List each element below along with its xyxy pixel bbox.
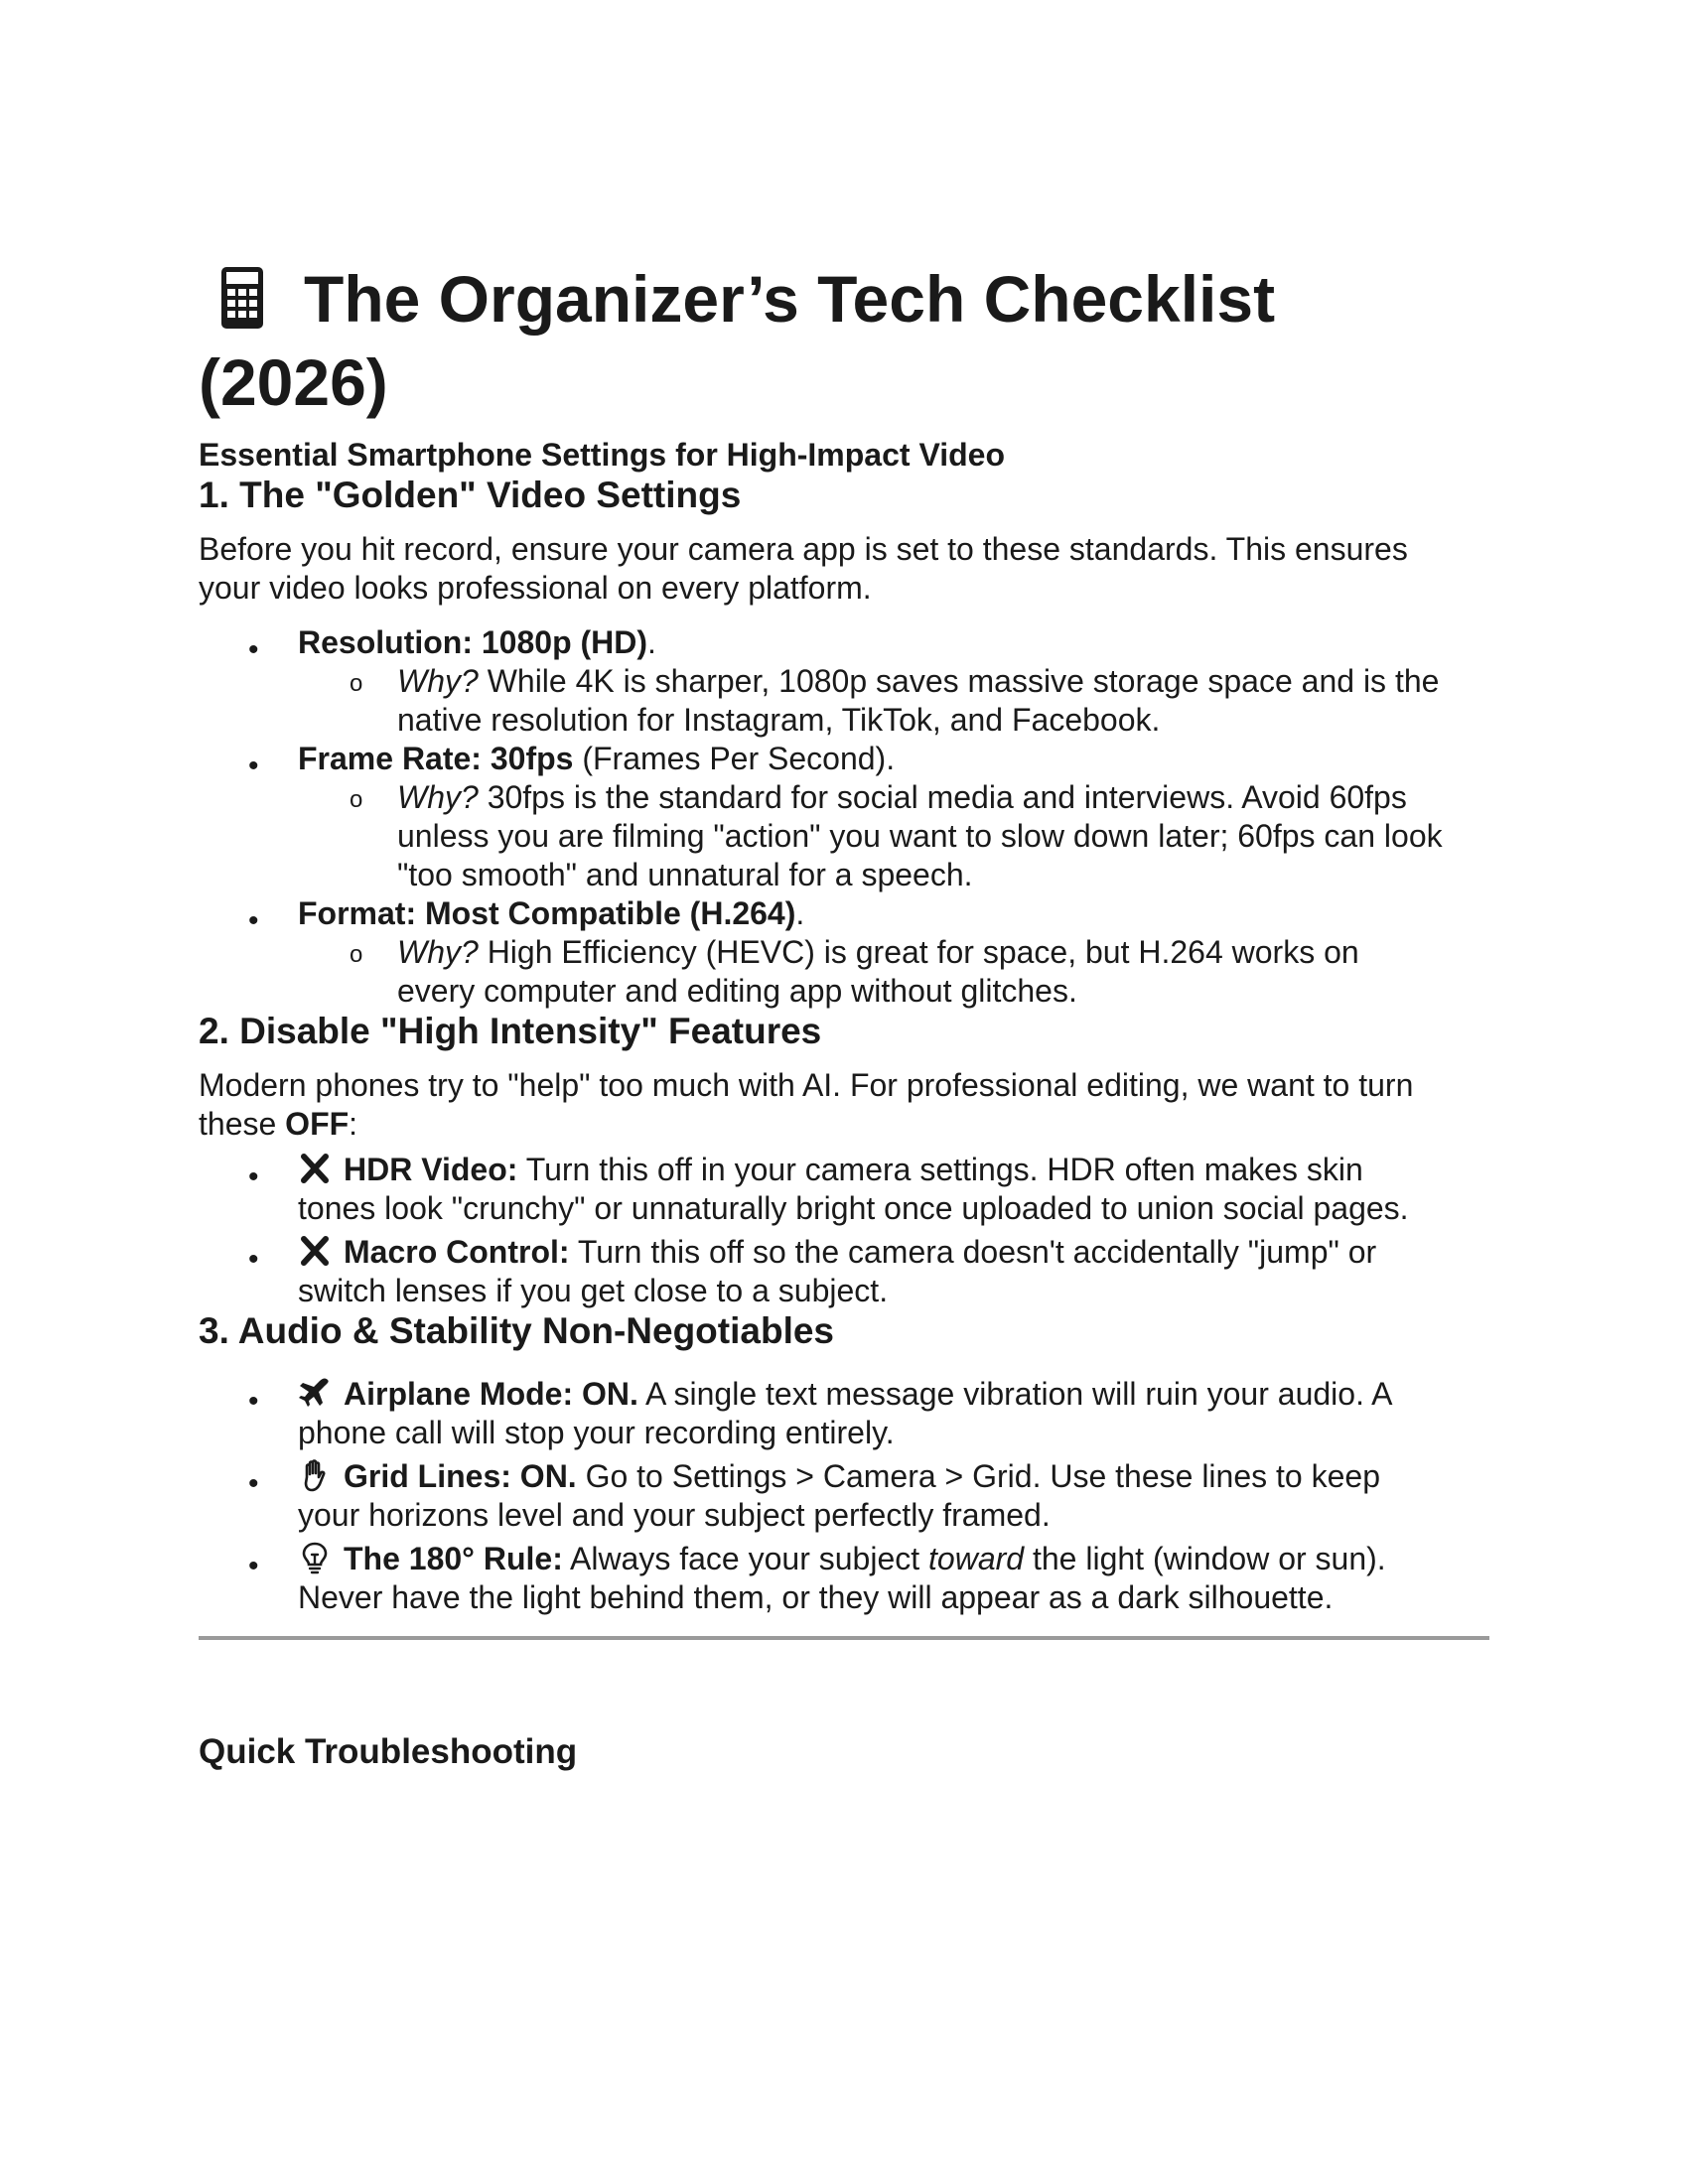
list-item-macro-control xyxy=(298,1233,1376,1272)
list-item-grid-lines xyxy=(298,1457,1380,1496)
list-item-180-rule xyxy=(298,1540,1386,1578)
bullet: • xyxy=(248,1467,259,1500)
page-title xyxy=(199,262,1276,336)
troubleshooting-heading: Quick Troubleshooting xyxy=(199,1732,578,1771)
section-2-intro xyxy=(199,1066,1509,1144)
lightbulb-icon xyxy=(298,1541,332,1574)
sub-item-frame-rate-why xyxy=(397,778,1407,817)
item-label: Resolution: 1080p (HD) xyxy=(298,624,648,660)
item-tail: (Frames Per Second). xyxy=(573,741,896,776)
list-item-frame-rate xyxy=(298,740,895,778)
cross-mark-icon xyxy=(298,1152,332,1185)
item-text: switch lenses if you get close to a subject. xyxy=(298,1273,889,1308)
item-text: tones look "crunchy" or unnaturally bright once uploaded to union social pages. xyxy=(298,1190,1409,1226)
intro-text: : xyxy=(349,1106,358,1142)
airplane-icon xyxy=(298,1376,332,1410)
item-label: Macro Control: xyxy=(344,1234,570,1270)
bullet: • xyxy=(248,1160,259,1193)
item-label: Format: Most Compatible (H.264) xyxy=(298,895,796,931)
sub-text: While 4K is sharper, 1080p saves massive storage space and is the xyxy=(478,663,1440,699)
why-label: Why? xyxy=(397,779,479,815)
page-subtitle: Essential Smartphone Settings for High-Impact Video xyxy=(199,437,1005,473)
section-1-heading: 1. The "Golden" Video Settings xyxy=(199,475,742,515)
bullet: • xyxy=(248,1385,259,1418)
bullet: • xyxy=(248,750,259,782)
intro-emphasis: OFF xyxy=(285,1106,350,1142)
item-label: Airplane Mode: ON. xyxy=(344,1376,638,1412)
horizontal-divider xyxy=(199,1636,1489,1640)
item-label: The 180° Rule: xyxy=(344,1541,563,1576)
title-line-2: (2026) xyxy=(199,345,388,419)
why-label: Why? xyxy=(397,663,479,699)
item-text: the light (window or sun). xyxy=(1024,1541,1386,1576)
bullet: • xyxy=(248,1243,259,1276)
calculator-icon xyxy=(220,266,264,330)
intro-text: these xyxy=(199,1106,286,1142)
item-label: HDR Video: xyxy=(344,1152,518,1187)
sub-text: High Efficiency (HEVC) is great for space, but H.264 works on xyxy=(478,934,1359,970)
sub-item-text: unless you are filming "action" you want to slow down later; 60fps can look xyxy=(397,818,1443,854)
bullet: • xyxy=(248,1550,259,1582)
item-tail: . xyxy=(795,895,805,931)
sub-text: 30fps is the standard for social media and interviews. Avoid 60fps xyxy=(478,779,1407,815)
title-line-1: The Organizer’s Tech Checklist xyxy=(304,262,1276,336)
item-text: Always face your subject xyxy=(562,1541,929,1576)
item-text: Go to Settings > Camera > Grid. Use these lines to keep xyxy=(576,1458,1380,1494)
bullet: • xyxy=(248,904,259,937)
sub-item-text: every computer and editing app without glitches. xyxy=(397,973,1077,1009)
list-item-hdr-video xyxy=(298,1151,1363,1189)
item-label: Grid Lines: ON. xyxy=(344,1458,577,1494)
section-2-heading: 2. Disable "High Intensity" Features xyxy=(199,1011,822,1051)
sub-bullet: o xyxy=(350,670,363,697)
sub-bullet: o xyxy=(350,786,363,813)
cross-mark-icon xyxy=(298,1234,332,1268)
list-item-format xyxy=(298,894,804,933)
item-text: Turn this off so the camera doesn't accidentally "jump" or xyxy=(569,1234,1377,1270)
sub-item-format-why xyxy=(397,933,1359,972)
item-text: Turn this off in your camera settings. HDR often makes skin xyxy=(517,1152,1363,1187)
hand-icon xyxy=(298,1458,332,1492)
sub-item-resolution-why xyxy=(397,662,1439,701)
bullet: • xyxy=(248,633,259,666)
section-3-heading: 3. Audio & Stability Non-Negotiables xyxy=(199,1310,835,1351)
item-text: your horizons level and your subject perfectly framed. xyxy=(298,1497,1051,1533)
intro-line: your video looks professional on every platform. xyxy=(199,570,872,606)
intro-line: Modern phones try to "help" too much with AI. For professional editing, we want to turn xyxy=(199,1067,1414,1103)
item-emphasis: toward xyxy=(928,1541,1025,1576)
list-item-resolution xyxy=(298,623,656,662)
item-text: Never have the light behind them, or they will appear as a dark silhouette. xyxy=(298,1579,1334,1615)
item-label: Frame Rate: 30fps xyxy=(298,741,574,776)
why-label: Why? xyxy=(397,934,479,970)
item-text: phone call will stop your recording entirely. xyxy=(298,1415,895,1450)
sub-bullet: o xyxy=(350,941,363,968)
sub-item-text: native resolution for Instagram, TikTok, and Facebook. xyxy=(397,702,1161,738)
sub-item-text: "too smooth" and unnatural for a speech. xyxy=(397,857,973,892)
intro-line: Before you hit record, ensure your camera app is set to these standards. This ensures xyxy=(199,531,1408,567)
item-tail: . xyxy=(647,624,656,660)
item-text: A single text message vibration will ruin your audio. A xyxy=(637,1376,1393,1412)
section-1-intro xyxy=(199,530,1509,608)
list-item-airplane-mode xyxy=(298,1375,1392,1414)
